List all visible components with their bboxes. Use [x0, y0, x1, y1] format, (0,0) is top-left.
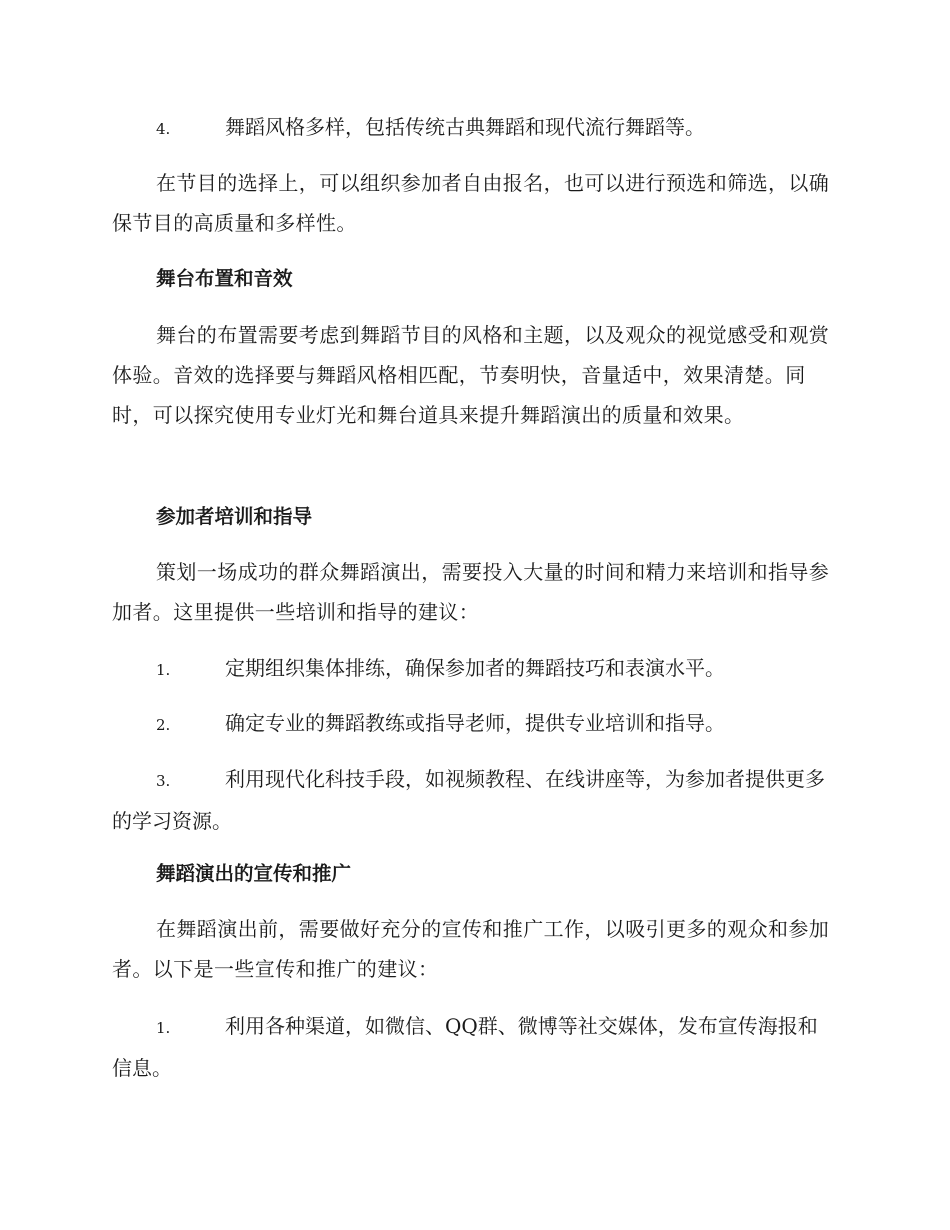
section-heading-training: 参加者培训和指导 — [156, 505, 313, 528]
list-item — [112, 703, 834, 745]
list-text: 利用各种渠道，如微信、QQ群、微博等社交媒体，发布宣传海报和信息。 — [112, 1014, 818, 1080]
paragraph-promo: 在舞蹈演出前，需要做好充分的宣传和推广工作，以吸引更多的观众和参加者。以下是一些宣传和推广的建议： — [112, 917, 830, 981]
list-text: 舞蹈风格多样，包括传统古典舞蹈和现代流行舞蹈等。 — [225, 115, 705, 139]
paragraph-training: 策划一场成功的群众舞蹈演出，需要投入大量的时间和精力来培训和指导参加者。这里提供一些培训和指导的建议： — [112, 560, 830, 624]
paragraph-selection: 在节目的选择上，可以组织参加者自由报名，也可以进行预选和筛选，以确保节目的高质量和多样性。 — [112, 171, 830, 235]
list-text: 定期组织集体排练，确保参加者的舞蹈技巧和表演水平。 — [225, 656, 725, 680]
section-heading-stage: 舞台布置和音效 — [156, 267, 293, 290]
list-number: 3. — [156, 772, 171, 790]
list-number: 1. — [156, 1019, 171, 1037]
list-text: 确定专业的舞蹈教练或指导老师，提供专业培训和指导。 — [225, 711, 725, 735]
list-item — [112, 648, 834, 690]
list-text: 利用现代化科技手段，如视频教程、在线讲座等，为参加者提供更多的学习资源。 — [112, 767, 825, 833]
list-number: 4. — [156, 120, 171, 138]
paragraph-stage: 舞台的布置需要考虑到舞蹈节目的风格和主题，以及观众的视觉感受和观赏体验。音效的选择要与舞蹈风格相匹配，节奏明快，音量适中，效果清楚。同时，可以探究使用专业灯光和舞台道具来提升舞蹈演出的质量和效果。 — [112, 323, 830, 427]
list-item — [112, 1006, 834, 1088]
list-item — [112, 107, 834, 149]
list-number: 2. — [156, 716, 171, 734]
list-number: 1. — [156, 661, 171, 679]
section-heading-promo: 舞蹈演出的宣传和推广 — [156, 862, 352, 885]
list-item — [112, 759, 834, 841]
